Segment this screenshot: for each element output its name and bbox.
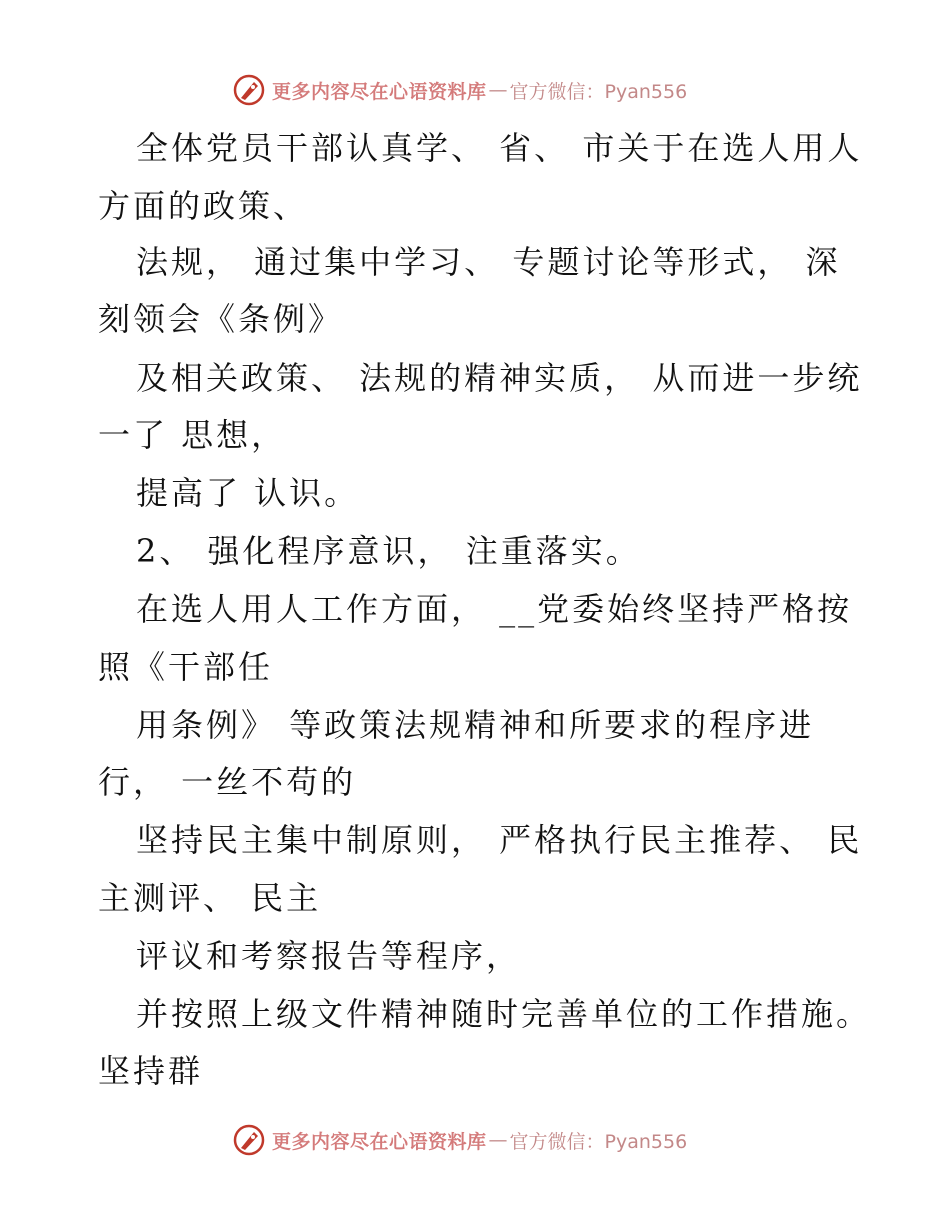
text-line: 用条例》 等政策法规精神和所要求的程序进: [136, 706, 815, 744]
text-line: 照《干部任: [98, 648, 274, 686]
banner-wechat: 官方微信：Pyan556: [509, 1130, 688, 1153]
text-line: 2、 强化程序意识， 注重落实。: [136, 532, 641, 570]
header-banner: [232, 70, 687, 110]
banner-separator: —: [488, 79, 508, 101]
text-line: 评议和考察报告等程序，: [136, 937, 522, 975]
text-line: 一了 思想，: [98, 416, 287, 454]
pen-nib-circle-logo-icon: [232, 1123, 266, 1157]
pen-nib-circle-logo-icon: [232, 73, 266, 107]
banner-text: 更多内容尽在心语资料库: [272, 1130, 487, 1153]
text-line: 坚持群: [98, 1052, 204, 1090]
text-line: 并按照上级文件精神随时完善单位的工作措施。: [136, 995, 872, 1033]
text-line: 及相关政策、 法规的精神实质， 从而进一步统: [136, 359, 863, 397]
text-line: 刻领会《条例》: [98, 300, 344, 338]
text-line: 方面的政策、: [98, 187, 309, 225]
text-line: 行， 一丝不苟的: [98, 763, 357, 801]
banner-separator: —: [488, 1129, 508, 1151]
footer-banner: [232, 1120, 687, 1160]
text-line: 提高了 认识。: [136, 474, 360, 512]
banner-wechat: 官方微信：Pyan556: [509, 80, 688, 103]
banner-text: 更多内容尽在心语资料库: [272, 80, 487, 103]
text-line: 法规， 通过集中学习、 专题讨论等形式， 深: [136, 243, 841, 281]
text-line: 在选人用人工作方面， __党委始终坚持严格按: [136, 590, 853, 628]
text-line: 坚持民主集中制原则， 严格执行民主推荐、 民: [136, 821, 863, 859]
text-line: 全体党员干部认真学、 省、 市关于在选人用人: [136, 129, 863, 167]
text-line: 主测评、 民主: [98, 879, 322, 917]
